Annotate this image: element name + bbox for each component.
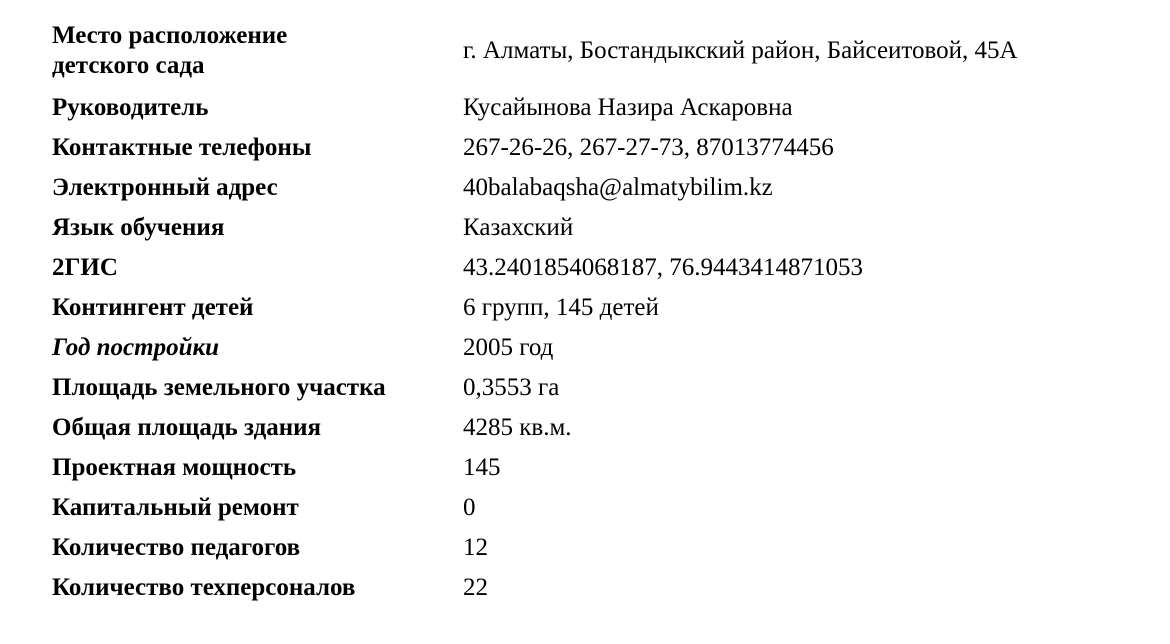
row-label-land-area: Площадь земельного участка xyxy=(52,373,386,401)
row-label-tech-staff: Количество техперсоналов xyxy=(52,573,356,601)
table-row-capacity xyxy=(52,448,1018,488)
row-value-director: Кусайынова Назира Аскаровна xyxy=(463,93,793,121)
row-label-2gis: 2ГИС xyxy=(52,253,118,281)
table-row-land-area xyxy=(52,368,1018,408)
row-value-capacity: 145 xyxy=(463,453,501,481)
row-label-capacity: Проектная мощность xyxy=(52,453,297,481)
row-value-location: г. Алматы, Бостандыкский район, Байсеитовой, 45А xyxy=(463,36,1018,64)
table-row-build-year xyxy=(52,328,1018,368)
row-label-director: Руководитель xyxy=(52,93,209,121)
table-row-teachers xyxy=(52,528,1018,568)
kindergarten-info-table xyxy=(52,14,1018,608)
row-value-contingent: 6 групп, 145 детей xyxy=(463,293,659,321)
table-row-renovation xyxy=(52,488,1018,528)
table-row-director xyxy=(52,88,1018,128)
table-row-phones xyxy=(52,128,1018,168)
row-label-location-line-1: Место расположение xyxy=(52,21,288,49)
row-value-email: 40balabaqsha@almatybilim.kz xyxy=(463,173,773,201)
table-row-2gis xyxy=(52,248,1018,288)
row-label-teachers: Количество педагогов xyxy=(52,533,301,561)
table-row-contingent xyxy=(52,288,1018,328)
table-row-email xyxy=(52,168,1018,208)
row-label-building-area: Общая площадь здания xyxy=(52,413,322,441)
table-row-tech-staff xyxy=(52,568,1018,608)
table-row-language xyxy=(52,208,1018,248)
row-value-language: Казахский xyxy=(463,213,574,241)
row-label-location xyxy=(52,14,463,88)
row-label-language: Язык обучения xyxy=(52,213,225,241)
row-value-land-area: 0,3553 га xyxy=(463,373,560,401)
row-value-building-area: 4285 кв.м. xyxy=(463,413,572,441)
row-value-2gis: 43.2401854068187, 76.9443414871053 xyxy=(463,253,863,281)
row-value-tech-staff: 22 xyxy=(463,573,488,601)
row-label-renovation: Капитальный ремонт xyxy=(52,493,299,521)
row-value-renovation: 0 xyxy=(463,493,476,521)
row-label-email: Электронный адрес xyxy=(52,173,278,201)
table-row-building-area xyxy=(52,408,1018,448)
row-value-phones: 267-26-26, 267-27-73, 87013774456 xyxy=(463,133,834,161)
row-label-build-year: Год постройки xyxy=(52,333,220,361)
row-label-location-line-2: детского сада xyxy=(52,52,205,79)
row-label-contingent: Контингент детей xyxy=(52,293,254,321)
table-row-location xyxy=(52,14,1018,88)
row-label-phones: Контактные телефоны xyxy=(52,133,312,161)
row-value-build-year: 2005 год xyxy=(463,333,554,361)
row-value-teachers: 12 xyxy=(463,533,488,561)
